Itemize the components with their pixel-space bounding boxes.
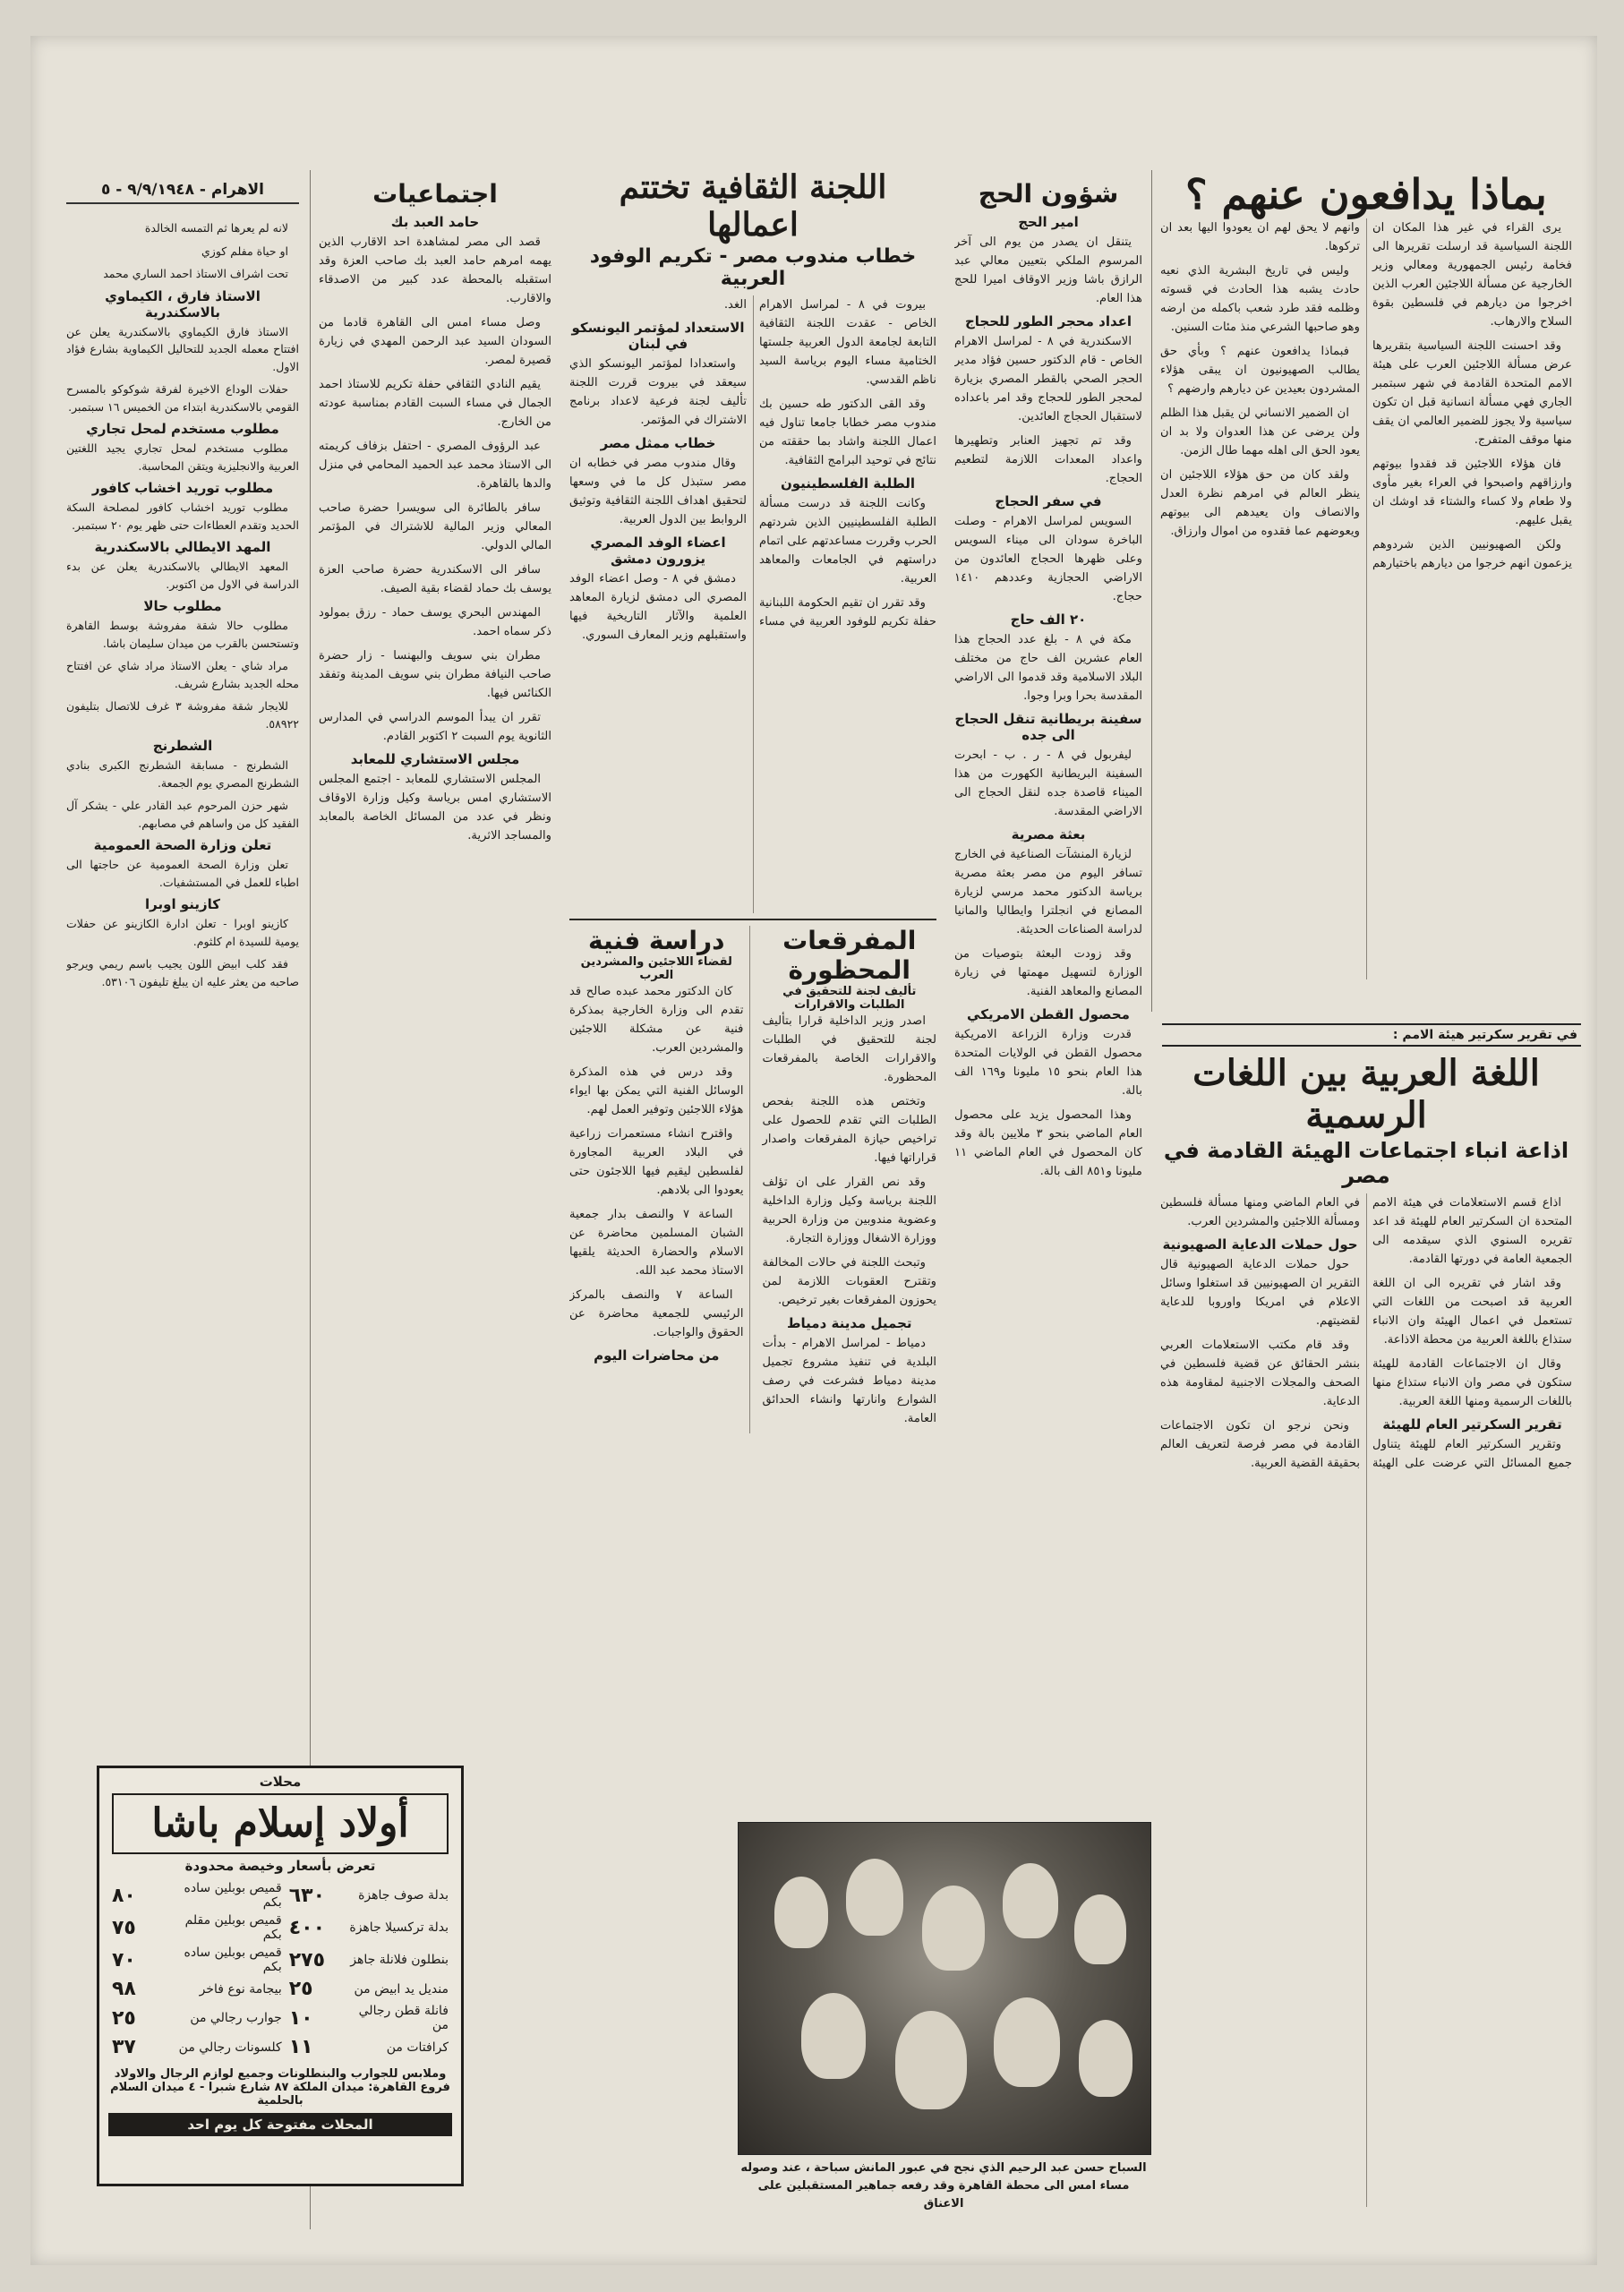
article-kicker: سفينة بريطانية تنقل الحجاج الى جده bbox=[954, 711, 1142, 743]
article-paragraph: واقترح انشاء مستعمرات زراعية في البلاد العربية المجاورة لفلسطين ليقيم فيها اللاجئون حتى يعودوا الى بلادهم. bbox=[569, 1127, 744, 1197]
article-paragraph: قصد الى مصر لمشاهدة احد الاقارب الذين يهمه امرهم حامد العبد بك صاحب العزة وقد استقبله بالمحطة عدد كبير من الاصدقاء والاقارب. bbox=[319, 235, 551, 305]
ad-item: كرافتات من bbox=[386, 2040, 449, 2055]
article-paragraph: وقد نص القرار على ان تؤلف اللجنة برياسة وكيل وزارة الداخلية وعضوية مندوبين من وزارة الحربية ووزارة الاشغال ووزارة التجارة. bbox=[762, 1176, 936, 1245]
article-kicker: المهد الايطالي بالاسكندرية bbox=[94, 539, 271, 555]
article-paragraph: وليس في تاريخ البشرية الذي نعيه حادث يشبه هذا الحادث في قسوته وظلمه فقد طرد شعب باكمله من ارضه وهو صاحبها الشرعي منذ مئات السنين. bbox=[1160, 264, 1360, 334]
article-kicker: الشطرنج bbox=[152, 738, 213, 754]
ad-item: بدلة صوف جاهزة bbox=[358, 1888, 449, 1903]
hajj-emir-kicker: امير الحج bbox=[1018, 214, 1079, 230]
article-paragraph: اذاع قسم الاستعلامات في هيئة الامم المتحدة ان السكرتير العام للهيئة قد اعد تقريره السنوي الذي سيقدمه الى الجمعية العامة في دورتها القادمة. bbox=[1372, 1196, 1572, 1266]
hajj-column bbox=[954, 179, 1142, 1809]
article-paragraph: الساعة ٧ والنصف بدار جمعية الشبان المسلمين محاضرة عن الاسلام والحضارة الحديثة يلقيها الاستاذ محمد عبد الله. bbox=[569, 1208, 744, 1278]
ad-shop-label: محلات bbox=[259, 1774, 302, 1790]
article-paragraph: كازينو اوبرا - تعلن ادارة الكازينو عن حفلات يومية للسيدة ام كلثوم. bbox=[66, 917, 299, 948]
article-kicker: حول حملات الدعاية الصهيونية bbox=[1162, 1236, 1358, 1253]
article-paragraph: وقد درس في هذه المذكرة الوسائل الفنية التي يمكن بها ايواء هؤلاء اللاجئين وتوفير العمل لهم. bbox=[569, 1065, 744, 1116]
article-kicker: حامد العبد بك bbox=[390, 214, 480, 230]
technical-kicker: لقضاء اللاجئين والمشردين العرب bbox=[580, 955, 732, 982]
article-paragraph: مطلوب مستخدم لمحل تجاري يجيد اللغتين العربية والانجليزية ويتقن المحاسبة. bbox=[66, 441, 299, 473]
ad-price: ٢٧٥ bbox=[288, 1948, 326, 1971]
social-body bbox=[319, 214, 551, 845]
article-paragraph: مطلوب حالا شقة مفروشة بوسط القاهرة وتستحسن بالقرب من ميدان سليمان باشا. bbox=[66, 619, 299, 650]
article-kicker: تجميل مدينة دمياط bbox=[786, 1315, 912, 1331]
article-paragraph: وتختص هذه اللجنة بفحص الطلبات التي تقدم للحصول على تراخيص حيازة المفرقعات واصدار قراراتها فيها. bbox=[762, 1095, 936, 1165]
column-rule bbox=[1151, 170, 1152, 1012]
article-kicker: خطاب ممثل مصر bbox=[600, 435, 716, 451]
article-kicker: مطلوب حالا bbox=[143, 598, 222, 614]
article-paragraph: المعهد الايطالي بالاسكندرية يعلن عن بدء الدراسة في الاول من اكتوبر. bbox=[66, 560, 299, 591]
ad-price-row bbox=[108, 1944, 452, 1976]
article-kicker: تقرير السكرتير العام للهيئة bbox=[1382, 1416, 1562, 1432]
ad-item: قميص بوبلين ساده بكم bbox=[184, 1881, 282, 1910]
ad-price-row bbox=[108, 2002, 452, 2034]
article-paragraph: الاستاذ فارق الكيماوي بالاسكندرية يعلن عن افتتاح معمله الجديد للتحاليل الكيماوية بشارع فؤاد الاول. bbox=[66, 324, 299, 373]
article-paragraph: وهذا المحصول يزيد على محصول العام الماضي بنحو ٣ ملايين بالة وقد كان المحصول في العام الماضي ١١ مليونا و٨٥١ الف بالة. bbox=[954, 1108, 1142, 1178]
article-paragraph: وقد زودت البعثة بتوصيات من الوزارة لتسهيل مهمتها في زيارة المصانع والمعاهد الفنية. bbox=[954, 947, 1142, 998]
article-paragraph: المجلس الاستشاري للمعابد - اجتمع المجلس الاستشاري امس برياسة وكيل وزارة الاوقاف ونظر في عدد من المسائل الخاصة بالمعابد والمساجد الاثرية. bbox=[319, 773, 551, 842]
article-paragraph: وقد تم تجهيز العنابر وتطهيرها واعداد المعدات اللازمة لتطعيم الحجاج. bbox=[954, 434, 1142, 485]
article-paragraph: وصل مساء امس الى القاهرة قادما من السودان السيد عبد الرحمن المهدي في زيارة قصيرة لمصر. bbox=[319, 316, 551, 367]
article-paragraph: للايجار شقة مفروشة ٣ غرف للاتصال بتليفون ٥٨٩٢٢. bbox=[66, 699, 299, 731]
article-paragraph: قدرت وزارة الزراعة الامريكية محصول القطن في الولايات المتحدة هذا العام بنحو ١٥ مليونا و١٦٩ الف بالة. bbox=[954, 1028, 1142, 1098]
lectures-headline: من محاضرات اليوم bbox=[594, 1347, 720, 1364]
article-paragraph: فقد كلب ابيض اللون يجيب باسم ريمي ويرجو صاحبه من يعثر عليه ان يبلغ تليفون ٥٣١٠٦. bbox=[66, 957, 299, 988]
ad-price: ٢٥ bbox=[112, 2006, 136, 2030]
report-kicker: في تقرير سكرتير هيئة الامم : bbox=[1162, 1023, 1581, 1047]
article-paragraph: الاسكندرية في ٨ - لمراسل الاهرام الخاص - قام الدكتور حسين فؤاد مدير الحجر الصحي بالقطر المصري بزيارة لمحجر الطور للحجاج وقد امر باعداده لاستقبال الحجاج العائدين. bbox=[954, 335, 1142, 423]
explosives-kicker: تأليف لجنة للتحقيق في الطلبات والاقرارات bbox=[782, 985, 917, 1012]
ad-price: ٩٨ bbox=[112, 1978, 136, 2000]
ad-item: بيجامة نوع فاخر bbox=[199, 1981, 282, 1997]
article-paragraph: وقد تقرر ان تقيم الحكومة اللبنانية حفلة تكريم للوفود العربية في مساء الغد. bbox=[723, 298, 936, 629]
ad-price: ٣٧ bbox=[112, 2036, 136, 2058]
article-paragraph: فبماذا يدافعون عنهم ؟ وبأي حق يطالب الصهيونيون ان يبقى هؤلاء المشردون بعيدين عن ديارهم وارضهم ؟ bbox=[1160, 345, 1360, 396]
article-kicker: تعلن وزارة الصحة العمومية bbox=[93, 837, 272, 853]
defend-headline: بماذا يدافعون عنهم ؟ bbox=[1185, 170, 1547, 218]
article-paragraph: ولقد كان من حق هؤلاء اللاجئين ان ينظر العالم في امرهم نظرة العدل والانصاف وان يعيدهم الى بيوتهم ويعوضهم عما فقدوه من اموال وارزاق. bbox=[1160, 468, 1360, 538]
ad-price: ٢٥ bbox=[288, 1978, 313, 2000]
technical-headline: دراسة فنية bbox=[587, 926, 725, 955]
article-kicker: مطلوب مستخدم لمحل تجاري bbox=[86, 421, 279, 437]
ad-price-row bbox=[108, 1879, 452, 1911]
article-paragraph: بيروت في ٨ - لمراسل الاهرام الخاص - عقدت اللجنة الثقافية التابعة لجامعة الدول العربية جلستها الختامية مساء اليوم برياسة السيد ناظم القدسي. bbox=[759, 298, 936, 387]
ad-item: كلسونات رجالي من bbox=[178, 2040, 282, 2055]
newspaper-page bbox=[30, 36, 1597, 2265]
swimmer-photo bbox=[738, 1822, 1151, 2155]
ad-footer-hours: المحلات مفتوحة كل يوم احد bbox=[108, 2113, 452, 2136]
article-paragraph: وكانت اللجنة قد درست مسألة الطلبة الفلسطينيين الذين شردتهم الحرب وقررت مساعدتهم على اتمام دراستهم في الجامعات والمعاهد العربية. bbox=[759, 497, 936, 586]
ad-item: قميص بوبلين ساده بكم bbox=[184, 1946, 282, 1974]
article-paragraph: مطلوب توريد اخشاب كافور لمصلحة السكة الحديد وتقدم العطاءات حتى ظهر يوم ٢٠ سبتمبر. bbox=[66, 500, 299, 532]
article-paragraph: وتبحث اللجنة في حالات المخالفة وتقترح العقوبات اللازمة لمن يحوزون المفرقعات بغير ترخيص. bbox=[762, 1256, 936, 1307]
article-paragraph: ليفربول في ٨ - ر . ب - ابحرت السفينة البريطانية الكهورت من هذا الميناء قاصدة جده لنقل الحجاج الى الاراضي المقدسة. bbox=[954, 748, 1142, 818]
arabic-language-subheadline: اذاعة انباء اجتماعات الهيئة القادمة في مصر bbox=[1163, 1138, 1569, 1188]
article-paragraph: او حياة مفلم كوزي bbox=[201, 244, 288, 258]
article-kicker: في سفر الحجاج bbox=[995, 493, 1102, 509]
ad-price: ١٠ bbox=[288, 2006, 313, 2030]
hajj-body bbox=[954, 233, 1142, 1181]
article-kicker: ٢٠ الف حاج bbox=[1010, 611, 1087, 628]
technical-body bbox=[569, 982, 744, 1342]
ad-price: ٦٣٠ bbox=[288, 1884, 326, 1907]
hajj-headline: شؤون الحج bbox=[978, 179, 1119, 209]
article-paragraph: وقال ان الاجتماعات القادمة للهيئة ستكون في مصر وان الانباء ستذاع منها باللغات الرسمية ومنها اللغة العربية. bbox=[1372, 1357, 1572, 1408]
article-kicker: اعداد محجر الطور للحجاج bbox=[964, 313, 1133, 329]
arabic-language-headline: اللغة العربية بين اللغات الرسمية bbox=[1192, 1052, 1540, 1136]
ad-tagline: تعرض بأسعار وخيصة محدودة bbox=[184, 1858, 376, 1874]
article-paragraph: تقرر ان يبدأ الموسم الدراسي في المدارس الثانوية يوم السبت ٢ اكتوبر القادم. bbox=[319, 711, 551, 743]
ad-footer-branches: فروع القاهرة: ميدان الملكة ٨٧ شارع شبرا - ٤ ميدان السلام بالحلمية bbox=[110, 2081, 450, 2108]
article-paragraph: حول حملات الدعاية الصهيونية قال التقرير ان الصهيونيين قد استغلوا وسائل الاعلام في امريكا واوروبا للدعاية لقضيتهم. bbox=[1160, 1258, 1360, 1328]
article-paragraph: ان الضمير الانساني لن يقبل هذا الظلم ولن يرضى عن هذا العدوان ولا بد ان يعود الحق الى اهله مهما طال الزمن. bbox=[1160, 406, 1360, 458]
article-paragraph: ولكن الصهيونيين الذين شردوهم يزعمون انهم خرجوا من ديارهم باختيارهم وانهم لا يحق لهم ان يعودوا اليها بعد ان تركوها. bbox=[1160, 221, 1572, 570]
ad-footer-goods: وملابس للجوارب والبنطلونات وجميع لوازم الرجال والاولاد bbox=[114, 2067, 447, 2081]
article-paragraph: واستعدادا لمؤتمر اليونسكو الذي سيعقد في بيروت قررت اللجنة تأليف لجنة فرعية لاعداد برنامج الاشتراك في المؤتمر. bbox=[569, 357, 747, 427]
article-paragraph: وقد قام مكتب الاستعلامات العربي بنشر الحقائق عن قضية فلسطين في الصحف والمجلات الاجنبية لمقاومة هذه الدعاية. bbox=[1160, 1338, 1360, 1408]
ad-item: بنطلون فلانلة جاهز bbox=[350, 1953, 449, 1967]
article-paragraph: وقد القى الدكتور طه حسين بك مندوب مصر خطابا جامعا تناول فيه اعمال اللجنة واشاد بما حققته من نتائج في توحيد البرامج الثقافية. bbox=[759, 398, 936, 467]
ad-item: منديل يد ابيض من bbox=[354, 1981, 449, 1997]
article-paragraph: شهر حزن المرحوم عبد القادر علي - يشكر آل الفقيد كل من واساهم في مصابهم. bbox=[66, 799, 299, 830]
article-paragraph: يرى القراء في غير هذا المكان ان اللجنة السياسية قد ارسلت تقريرها الى فخامة رئيس الجمهورية ومعالي وزير الخارجية عن مسألة اللاجئين العرب الذين اخرجوا من ديارهم في فلسطين بقوة السلاح والارهاب. bbox=[1372, 221, 1572, 329]
ad-price-row bbox=[108, 2034, 452, 2060]
photo-caption: السباح حسن عبد الرحيم الذي نجح في عبور المانش سباحة ، عند وصوله مساء امس الى محطة القاهرة وقد رفعه جماهير المستقبلين على الاعناق bbox=[740, 2161, 1147, 2211]
article-paragraph: مكة في ٨ - بلغ عدد الحجاج هذا العام عشرين الف حاج من مختلف البلاد الاسلامية وقد قدموا الى الاراضي المقدسة بحرا وبرا وجوا. bbox=[954, 633, 1142, 703]
article-kicker: كازينو اوبرا bbox=[145, 896, 220, 912]
ad-price: ١١ bbox=[288, 2036, 313, 2058]
arabic-language-body bbox=[1160, 1193, 1572, 2207]
article-paragraph: تعلن وزارة الصحة العمومية عن حاجتها الى اطباء للعمل في المستشفيات. bbox=[66, 858, 299, 889]
article-paragraph: يقيم النادي الثقافي حفلة تكريم للاستاذ احمد الجمال في مساء السبت القادم بمناسبة عودته من الخارج. bbox=[319, 378, 551, 429]
cultural-headline: اللجنة الثقافية تختتم اعمالها bbox=[619, 168, 887, 244]
editorial-column bbox=[1160, 170, 1572, 1003]
article-paragraph: السويس لمراسل الاهرام - وصلت الباخرة سودان الى ميناء السويس وعلى ظهرها الحجاج العائدون من الاراضي الحجازية وعددهم ١٤١٠ حجاج. bbox=[954, 515, 1142, 603]
ad-price: ٧٠ bbox=[112, 1948, 136, 1971]
ad-item: قميص بوبلين مقلم بكم bbox=[184, 1913, 282, 1942]
ad-item: جوارب رجالي من bbox=[190, 2011, 282, 2025]
article-paragraph: دمشق في ٨ - وصل اعضاء الوفد المصري الى دمشق لزيارة المعاهد العلمية والآثار التاريخية فيها واستقبلهم وزير المعارف السوري. bbox=[569, 572, 747, 642]
explosives-body bbox=[763, 1012, 937, 1428]
article-kicker: الطلبة الفلسطينيون bbox=[780, 475, 916, 492]
section-rule bbox=[569, 919, 936, 920]
article-paragraph: الشطرنج - مسابقة الشطرنج الكبرى بنادي الشطرنج المصري يوم الجمعة. bbox=[66, 758, 299, 790]
article-paragraph: ونحن نرجو ان تكون الاجتماعات القادمة في مصر فرصة لتعريف العالم بحقيقة القضية العربية. bbox=[1160, 1419, 1360, 1470]
cultural-body bbox=[569, 295, 936, 913]
ad-item: بدلة تركسيلا جاهزة bbox=[349, 1920, 449, 1935]
ad-brand: أولاد إسلام باشا bbox=[112, 1793, 449, 1854]
article-kicker: مطلوب توريد اخشاب كافور bbox=[91, 480, 274, 496]
article-paragraph: وقال مندوب مصر في خطابه ان مصر ستبذل كل ما في وسعها لتحقيق اهداف اللجنة الثقافية وتوثيق الروابط بين الدول العربية. bbox=[569, 457, 747, 526]
explosives-headline: المفرقعات المحظورة bbox=[782, 926, 917, 985]
article-paragraph: مراد شاي - يعلن الاستاذ مراد شاي عن افتتاح محله الجديد بشارع شريف. bbox=[66, 659, 299, 690]
ad-price-row bbox=[108, 1976, 452, 2002]
article-paragraph: الساعة ٧ والنصف بالمركز الرئيسي للجمعية محاضرة عن الحقوق والواجبات. bbox=[569, 1288, 744, 1339]
article-kicker: الاستاذ فارق ، الكيماوي بالاسكندرية bbox=[105, 287, 261, 321]
article-kicker: اعضاء الوفد المصري يزورون دمشق bbox=[590, 535, 726, 567]
ad-item: فانلة قطن رجالي من bbox=[358, 2004, 449, 2032]
article-paragraph: عبد الرؤوف المصري - احتفل بزفاف كريمته الى الاستاذ محمد عبد الحميد المحامي في منزل والدها بالقاهرة. bbox=[319, 440, 551, 491]
article-paragraph: حفلات الوداع الاخيرة لفرقة شوكوكو بالمسرح القومي بالاسكندرية ابتداء من الخميس ١٦ سبتمبر. bbox=[66, 382, 299, 414]
ad-price: ٤٠٠ bbox=[288, 1916, 326, 1939]
article-paragraph: لانه لم يعرها ثم التمسه الخالدة bbox=[144, 221, 288, 235]
editorial-body bbox=[1160, 218, 1572, 979]
classifieds-column bbox=[66, 219, 299, 1723]
article-paragraph: دمياط - لمراسل الاهرام - بدأت البلدية في تنفيذ مشروع تجميل مدينة دمياط فشرعت في رصف الشوارع وانارتها وانشاء الحدائق العامة. bbox=[762, 1337, 936, 1425]
social-headline: اجتماعيات bbox=[372, 179, 498, 209]
article-kicker: مجلس الاستشاري للمعابد bbox=[350, 751, 520, 767]
article-paragraph: لزيارة المنشآت الصناعية في الخارج تسافر اليوم من مصر بعثة مصرية برياسة الدكتور محمد مرسي لزيارة المصانع في انجلترا وايطاليا والمانيا لدراسة الصناعات الحديثة. bbox=[954, 848, 1142, 936]
article-kicker: الاستعداد لمؤتمر اليونسكو في لبنان bbox=[571, 320, 745, 352]
dateline: الاهرام - ٩/٩/١٩٤٨ - ٥ bbox=[66, 181, 299, 204]
article-paragraph: فان هؤلاء اللاجئين قد فقدوا بيوتهم وارزاقهم واصبحوا في العراء بغير مأوى ولا طعام ولا كساء والشتاء قد اوشك ان يقبل عليهم. bbox=[1372, 458, 1572, 527]
ad-price: ٧٥ bbox=[112, 1916, 136, 1939]
article-paragraph: يتنقل ان يصدر من يوم الى آخر المرسوم الملكي بتعيين معالي عبد الرازق باشا وزير الاوقاف اميرا للحج هذا العام. bbox=[954, 235, 1142, 305]
ad-price-table bbox=[108, 1879, 452, 2060]
advertisement-box bbox=[97, 1766, 464, 2186]
article-paragraph: مطران بني سويف والبهنسا - زار حضرة صاحب النيافة مطران بني سويف المدينة وتفقد الكنائس فيها. bbox=[319, 649, 551, 700]
ad-price-row bbox=[108, 1911, 452, 1944]
arabic-language-article bbox=[1160, 1052, 1572, 2207]
ad-price: ٨٠ bbox=[112, 1884, 136, 1907]
article-paragraph: اصدر وزير الداخلية قرارا بتأليف لجنة للتحقيق في الطلبات والاقرارات الخاصة بالمفرقعات المحظورة. bbox=[762, 1014, 936, 1084]
article-kicker: محصول القطن الامريكي bbox=[967, 1006, 1130, 1022]
article-paragraph: كان الدكتور محمد عبده صالح قد تقدم الى وزارة الخارجية بمذكرة فنية عن مشكلة اللاجئين والمشردين العرب. bbox=[569, 985, 744, 1055]
article-paragraph: تحت اشراف الاستاذ احمد الساري محمد bbox=[103, 267, 288, 280]
article-paragraph: وقد اشار في تقريره الى ان اللغة العربية قد اصبحت من اللغات التي تستعمل في اعمال الهيئة وان الانباء ستذاع باللغة العربية من محطة الاذاعة. bbox=[1372, 1277, 1572, 1347]
cultural-subheadline: خطاب مندوب مصر - تكريم الوفود العربية bbox=[589, 245, 917, 290]
article-paragraph: سافر الى الاسكندرية حضرة صاحب العزة يوسف بك حماد لقضاء بقية الصيف. bbox=[319, 563, 551, 595]
article-paragraph: المهندس البحري يوسف حماد - رزق بمولود ذكر سماه احمد. bbox=[319, 606, 551, 638]
article-paragraph: وتقرير السكرتير العام للهيئة يتناول جميع المسائل التي عرضت على الهيئة في العام الماضي ومنها مسألة فلسطين ومسألة اللاجئين والمشردين العرب. bbox=[1160, 1196, 1572, 1470]
article-paragraph: سافر بالطائرة الى سويسرا حضرة صاحب المعالي وزير المالية للاشتراك في المؤتمر المالي الدولي. bbox=[319, 501, 551, 552]
article-kicker: بعثة مصرية bbox=[1011, 826, 1086, 842]
article-paragraph: وقد احسنت اللجنة السياسية بتقريرها عرض مسألة اللاجئين العرب على هيئة الامم المتحدة القادمة في شهر سبتمبر الجاري فهي مسألة انسانية قبل ان تكون سياسية ولا يجوز للضمير العالمي ان يقف منها موقف المتفرج. bbox=[1372, 339, 1572, 447]
